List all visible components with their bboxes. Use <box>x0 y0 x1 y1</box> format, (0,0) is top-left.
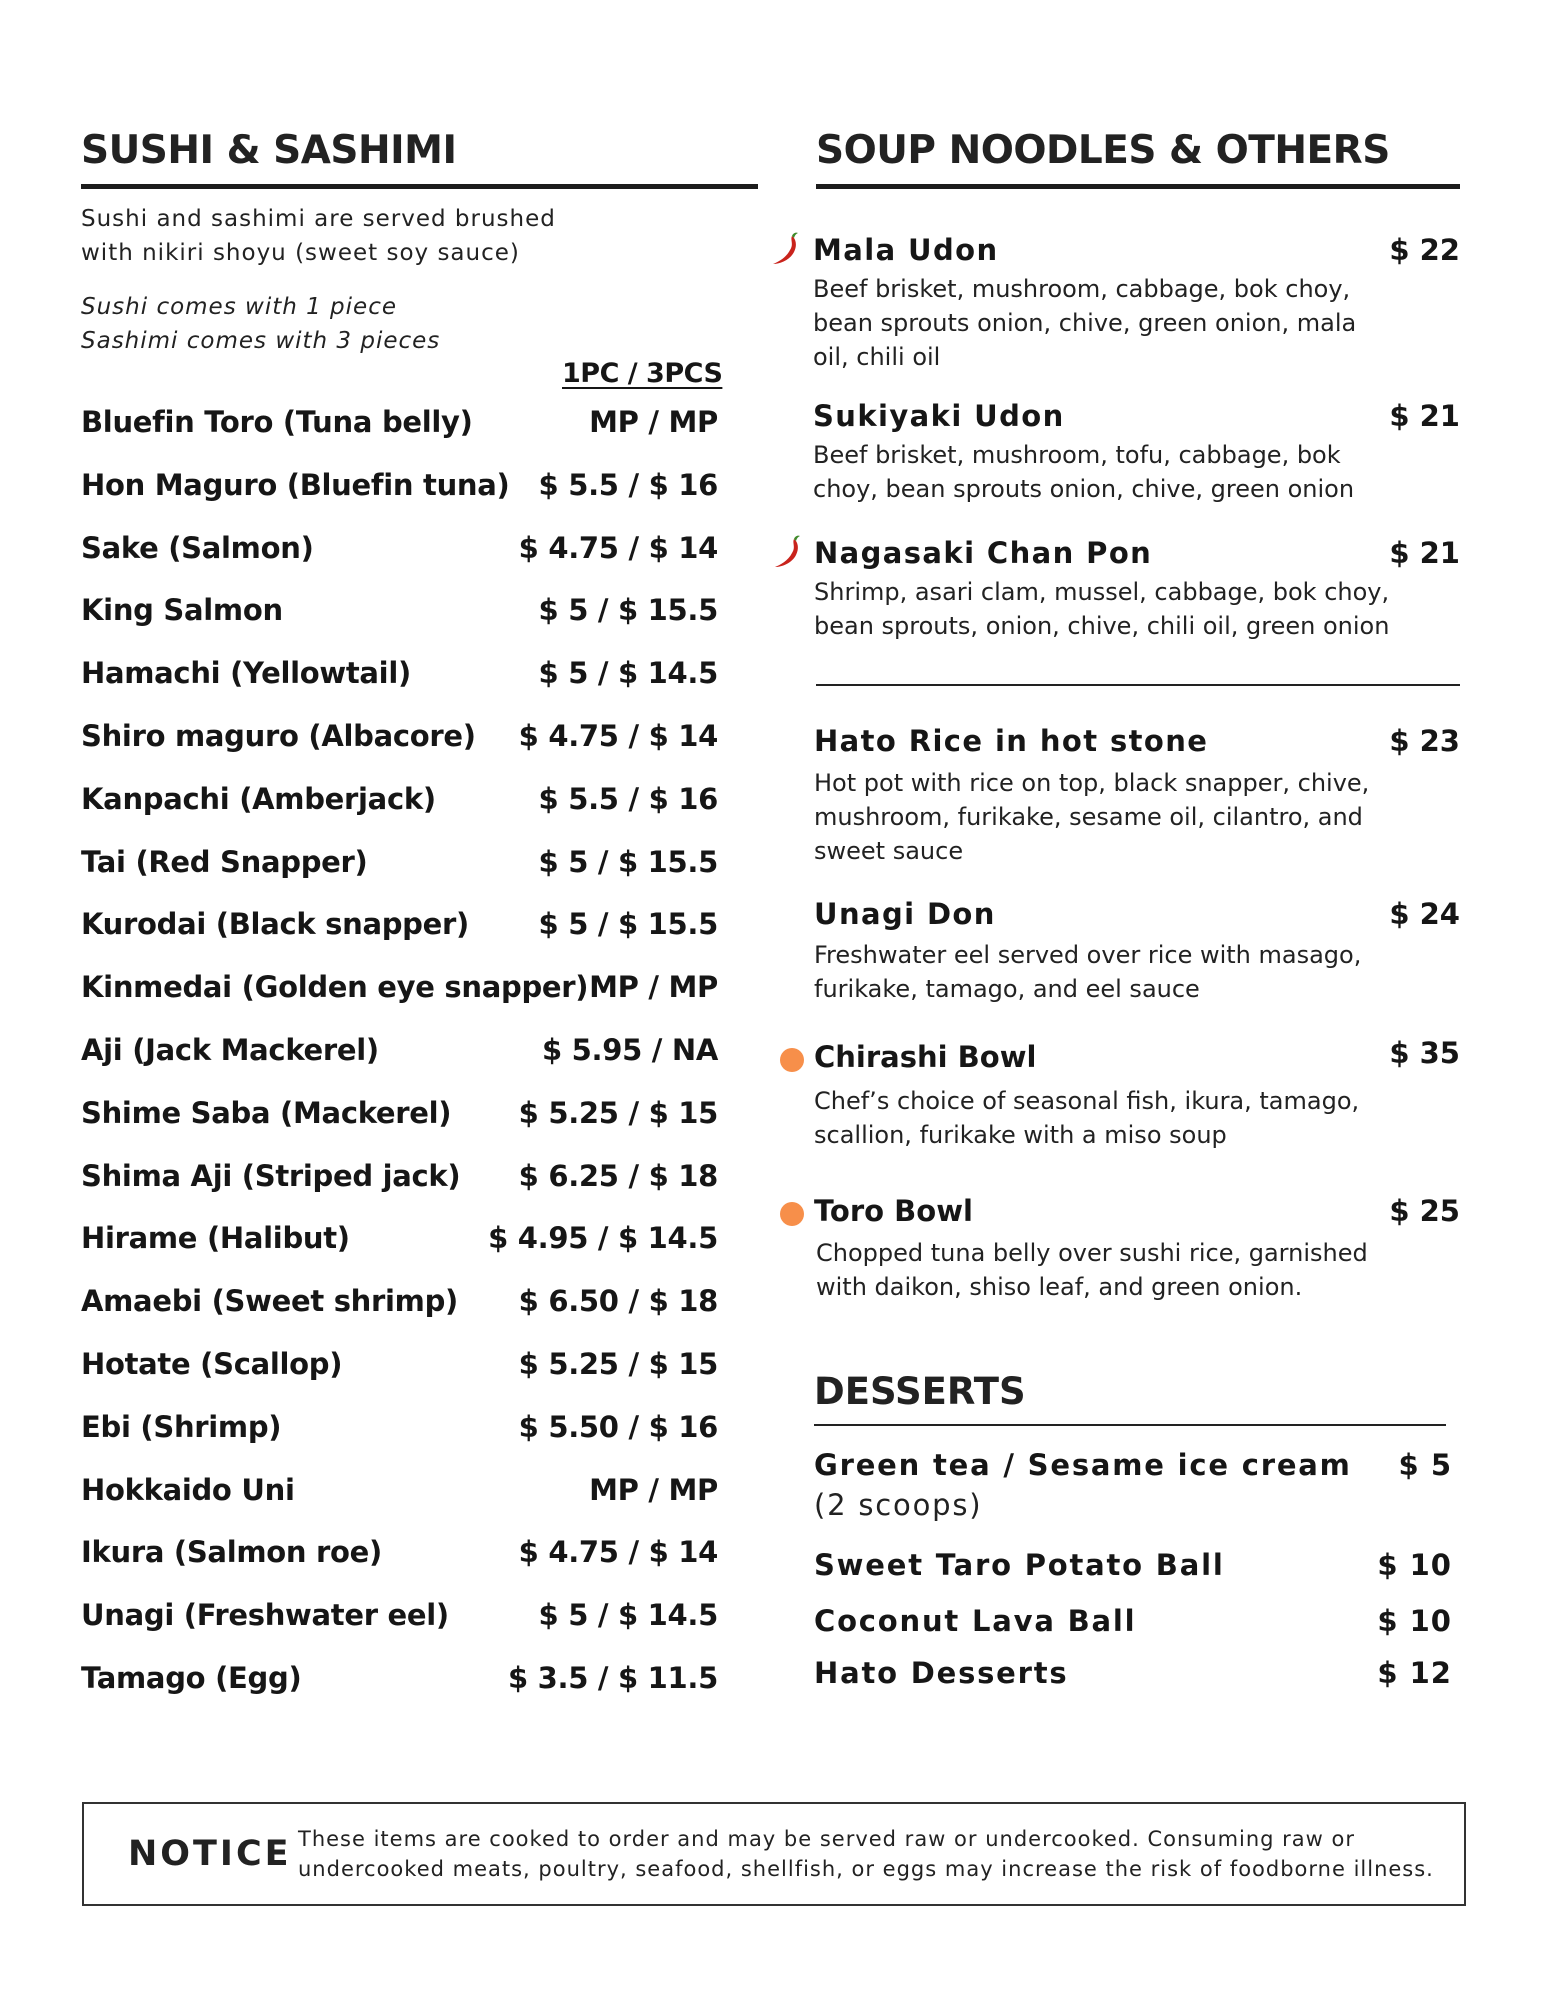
dish-price: $ 35 <box>1389 1036 1460 1070</box>
sushi-item-price: $ 6.25 / $ 18 <box>518 1159 718 1193</box>
dessert-price: $ 10 <box>1377 1548 1452 1582</box>
sushi-item-name: Ikura (Salmon roe) <box>81 1535 382 1569</box>
sushi-item-price: $ 5 / $ 15.5 <box>538 907 718 941</box>
sushi-intro-line: with nikiri shoyu (sweet soy sauce) <box>81 240 520 266</box>
orange-dot-icon <box>780 1202 804 1226</box>
sushi-item-name: Sake (Salmon) <box>81 531 314 565</box>
sushi-item-name: Kurodai (Black snapper) <box>81 907 469 941</box>
sushi-item-price: $ 4.95 / $ 14.5 <box>488 1221 718 1255</box>
dish-description <box>814 938 1361 1006</box>
sushi-item-name: Hotate (Scallop) <box>81 1347 343 1381</box>
dish-desc-line: scallion, furikake with a miso soup <box>814 1121 1227 1149</box>
dish-price: $ 25 <box>1389 1194 1460 1228</box>
dessert-name: Green tea / Sesame ice cream <box>814 1448 1352 1482</box>
sushi-item-price: $ 5.50 / $ 16 <box>518 1410 718 1444</box>
dish-name: Hato Rice in hot stone <box>814 724 1209 758</box>
sushi-item-name: Amaebi (Sweet shrimp) <box>81 1284 459 1318</box>
sushi-title-divider <box>81 184 758 189</box>
dish-description <box>814 1084 1359 1152</box>
dish-desc-line: Freshwater eel served over rice with masago, <box>814 941 1362 969</box>
sushi-item-name: Hon Maguro (Bluefin tuna) <box>81 468 510 502</box>
sushi-item-price: $ 3.5 / $ 11.5 <box>507 1661 718 1695</box>
sushi-item-name: Aji (Jack Mackerel) <box>81 1033 379 1067</box>
sushi-item-name: Tamago (Egg) <box>81 1661 302 1695</box>
dish-description <box>814 575 1389 643</box>
sushi-item-name: Kinmedai (Golden eye snapper) <box>81 970 589 1004</box>
dish-desc-line: Shrimp, asari clam, mussel, cabbage, bok choy, <box>814 578 1390 606</box>
sushi-item-price: $ 5 / $ 15.5 <box>538 593 718 627</box>
soup-section-title: SOUP NOODLES & OTHERS <box>816 128 1390 173</box>
dessert-name: Coconut Lava Ball <box>814 1604 1137 1638</box>
dessert-name: Sweet Taro Potato Ball <box>814 1548 1225 1582</box>
sushi-item-name: Kanpachi (Amberjack) <box>81 782 436 816</box>
dish-desc-line: with daikon, shiso leaf, and green onion. <box>816 1273 1303 1301</box>
sushi-item-price: $ 4.75 / $ 14 <box>518 531 718 565</box>
sushi-section-title: SUSHI & SASHIMI <box>81 128 457 173</box>
sushi-item-price: $ 4.75 / $ 14 <box>518 719 718 753</box>
sushi-piece-note <box>81 290 440 358</box>
sushi-item-price: MP / MP <box>589 970 718 1004</box>
sushi-item-price: $ 5.5 / $ 16 <box>538 782 718 816</box>
sushi-item-name: Hamachi (Yellowtail) <box>81 656 411 690</box>
sushi-item-name: Unagi (Freshwater eel) <box>81 1598 449 1632</box>
desserts-title-divider <box>814 1424 1446 1426</box>
notice-label: NOTICE <box>128 1834 292 1874</box>
dish-desc-line: sweet sauce <box>814 837 964 865</box>
sushi-item-name: Hirame (Halibut) <box>81 1221 350 1255</box>
sushi-item-name: Shima Aji (Striped jack) <box>81 1159 461 1193</box>
dish-desc-line: Chopped tuna belly over sushi rice, garnished <box>816 1239 1368 1267</box>
chili-pepper-icon <box>772 535 802 571</box>
dish-price: $ 23 <box>1389 724 1460 758</box>
dish-desc-line: choy, bean sprouts onion, chive, green onion <box>813 475 1355 503</box>
dish-desc-line: oil, chili oil <box>813 343 941 371</box>
dish-name: Mala Udon <box>813 233 999 267</box>
dish-desc-line: Hot pot with rice on top, black snapper, chive, <box>814 769 1370 797</box>
dish-price: $ 24 <box>1389 897 1460 931</box>
sushi-note-line: Sushi comes with 1 piece <box>81 294 397 320</box>
dessert-price: $ 5 <box>1398 1448 1452 1482</box>
sushi-item-price: $ 4.75 / $ 14 <box>518 1535 718 1569</box>
dish-desc-line: furikake, tamago, and eel sauce <box>814 975 1200 1003</box>
notice-line: undercooked meats, poultry, seafood, shellfish, or eggs may increase the risk of foodborne illness. <box>298 1857 1434 1881</box>
section-divider <box>816 684 1460 686</box>
price-column-header: 1PC / 3PCS <box>562 358 723 389</box>
sushi-note-line: Sashimi comes with 3 pieces <box>81 328 441 354</box>
sushi-item-name: King Salmon <box>81 593 283 627</box>
dessert-subtitle: (2 scoops) <box>814 1488 983 1522</box>
dessert-price: $ 12 <box>1377 1656 1452 1690</box>
dish-price: $ 21 <box>1389 399 1460 433</box>
sushi-item-price: $ 6.50 / $ 18 <box>518 1284 718 1318</box>
dish-name: Chirashi Bowl <box>814 1040 1037 1074</box>
sushi-intro-line: Sushi and sashimi are served brushed <box>81 206 556 232</box>
dish-desc-line: Beef brisket, mushroom, tofu, cabbage, bok <box>813 441 1341 469</box>
dish-description <box>813 272 1356 374</box>
notice-text <box>298 1824 1434 1884</box>
dish-name: Unagi Don <box>814 897 996 931</box>
sushi-item-price: $ 5.95 / NA <box>541 1033 718 1067</box>
sushi-item-name: Hokkaido Uni <box>81 1473 295 1507</box>
dish-desc-line: bean sprouts onion, chive, green onion, mala <box>813 309 1357 337</box>
dish-description <box>814 766 1369 868</box>
sushi-item-name: Tai (Red Snapper) <box>81 845 368 879</box>
chili-pepper-icon <box>770 232 800 268</box>
sushi-item-price: $ 5 / $ 15.5 <box>538 845 718 879</box>
dish-description <box>816 1236 1368 1304</box>
notice-line: These items are cooked to order and may be served raw or undercooked. Consuming raw or <box>298 1827 1356 1851</box>
dish-price: $ 21 <box>1389 536 1460 570</box>
dessert-price: $ 10 <box>1377 1604 1452 1638</box>
notice-box <box>82 1802 1466 1906</box>
sushi-item-price: MP / MP <box>589 1473 718 1507</box>
dessert-name: Hato Desserts <box>814 1656 1069 1690</box>
sushi-item-price: $ 5 / $ 14.5 <box>538 1598 718 1632</box>
dish-name: Sukiyaki Udon <box>813 399 1065 433</box>
sushi-item-price: $ 5.25 / $ 15 <box>518 1096 718 1130</box>
dish-name: Nagasaki Chan Pon <box>814 536 1153 570</box>
orange-dot-icon <box>780 1048 804 1072</box>
sushi-item-price: $ 5.25 / $ 15 <box>518 1347 718 1381</box>
sushi-item-name: Ebi (Shrimp) <box>81 1410 282 1444</box>
sushi-item-name: Bluefin Toro (Tuna belly) <box>81 405 473 439</box>
sushi-item-name: Shime Saba (Mackerel) <box>81 1096 452 1130</box>
dish-desc-line: bean sprouts, onion, chive, chili oil, green onion <box>814 612 1390 640</box>
soup-title-divider <box>816 184 1460 189</box>
sushi-item-price: MP / MP <box>589 405 718 439</box>
sushi-item-price: $ 5 / $ 14.5 <box>538 656 718 690</box>
dish-desc-line: Beef brisket, mushroom, cabbage, bok choy, <box>813 275 1351 303</box>
desserts-section-title: DESSERTS <box>814 1370 1026 1413</box>
dish-description <box>813 438 1354 506</box>
dish-price: $ 22 <box>1389 233 1460 267</box>
dish-desc-line: mushroom, furikake, sesame oil, cilantro, and <box>814 803 1363 831</box>
dish-desc-line: Chef’s choice of seasonal fish, ikura, tamago, <box>814 1087 1360 1115</box>
sushi-item-price: $ 5.5 / $ 16 <box>538 468 718 502</box>
dish-name: Toro Bowl <box>814 1194 973 1228</box>
sushi-item-name: Shiro maguro (Albacore) <box>81 719 476 753</box>
sushi-intro <box>81 202 556 270</box>
